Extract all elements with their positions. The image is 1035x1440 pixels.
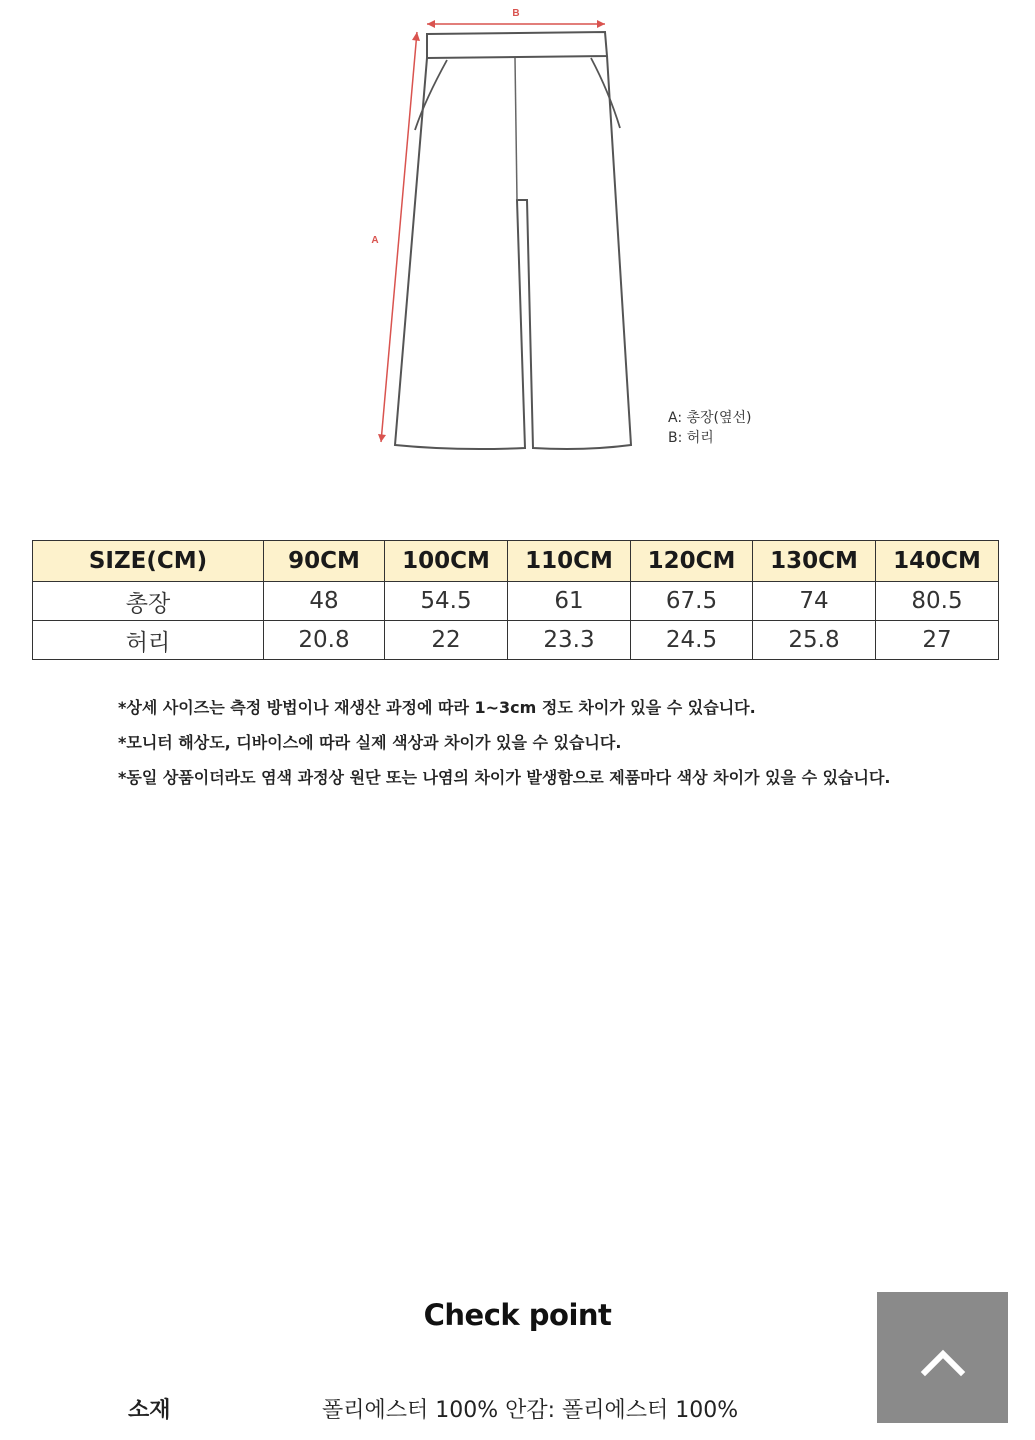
arrow-left-icon	[427, 20, 435, 28]
table-cell: 80.5	[876, 582, 999, 621]
table-header-row	[33, 541, 999, 582]
note-text: *동일 상품이더라도 염색 과정상 원단 또는 나염의 차이가 발생함으로 제품마다 색상 차이가 있을 수 있습니다.	[118, 768, 891, 787]
table-cell: 23.3	[508, 621, 631, 660]
material-label: 소재	[128, 1398, 171, 1423]
size-notes	[118, 690, 908, 795]
table-cell: 67.5	[631, 582, 753, 621]
center-seam	[515, 58, 517, 200]
table-header-cell: 110CM	[508, 541, 631, 582]
table-cell: 20.8	[264, 621, 385, 660]
table-cell: 24.5	[631, 621, 753, 660]
checkpoint-title: Check point	[423, 1298, 612, 1332]
size-table	[32, 540, 999, 660]
diagram-legend	[668, 408, 752, 448]
pants-size-diagram	[355, 0, 775, 470]
table-header-cell: 130CM	[753, 541, 876, 582]
table-header-cell: 140CM	[876, 541, 999, 582]
material-value: 폴리에스터 100% 안감: 폴리에스터 100%	[322, 1398, 739, 1423]
left-pocket	[415, 60, 447, 130]
waistband-outline	[427, 32, 607, 58]
table-row	[33, 582, 999, 621]
table-header-cell: 90CM	[264, 541, 385, 582]
table-cell: 61	[508, 582, 631, 621]
table-cell: 25.8	[753, 621, 876, 660]
table-cell: 74	[753, 582, 876, 621]
note-text: *상세 사이즈는 측정 방법이나 재생산 과정에 따라 1~3cm 정도 차이가 있을 수 있습니다.	[118, 698, 756, 717]
table-cell: 48	[264, 582, 385, 621]
arrow-up-icon	[412, 32, 420, 41]
pants-drawing	[355, 0, 775, 470]
note-text: *모니터 해상도, 디바이스에 따라 실제 색상과 차이가 있을 수 있습니다.	[118, 733, 622, 752]
legend-item-a: A: 총장(옆선)	[668, 410, 752, 426]
arrow-right-icon	[597, 20, 605, 28]
arrow-down-icon	[378, 434, 386, 442]
table-header-cell: SIZE(CM)	[33, 541, 264, 582]
table-header-cell: 120CM	[631, 541, 753, 582]
chevron-up-icon	[877, 1292, 1008, 1423]
table-row-label: 허리	[33, 621, 264, 660]
legend-item-b: B: 허리	[668, 430, 714, 446]
table-row	[33, 621, 999, 660]
table-cell: 22	[385, 621, 508, 660]
measure-label-a: A	[371, 235, 379, 246]
measure-label-b: B	[512, 8, 520, 19]
table-row-label: 총장	[33, 582, 264, 621]
table-cell: 27	[876, 621, 999, 660]
pants-outline	[395, 56, 631, 449]
table-cell: 54.5	[385, 582, 508, 621]
right-pocket	[591, 58, 620, 128]
table-header-cell: 100CM	[385, 541, 508, 582]
scroll-top-button[interactable]	[877, 1292, 1008, 1423]
